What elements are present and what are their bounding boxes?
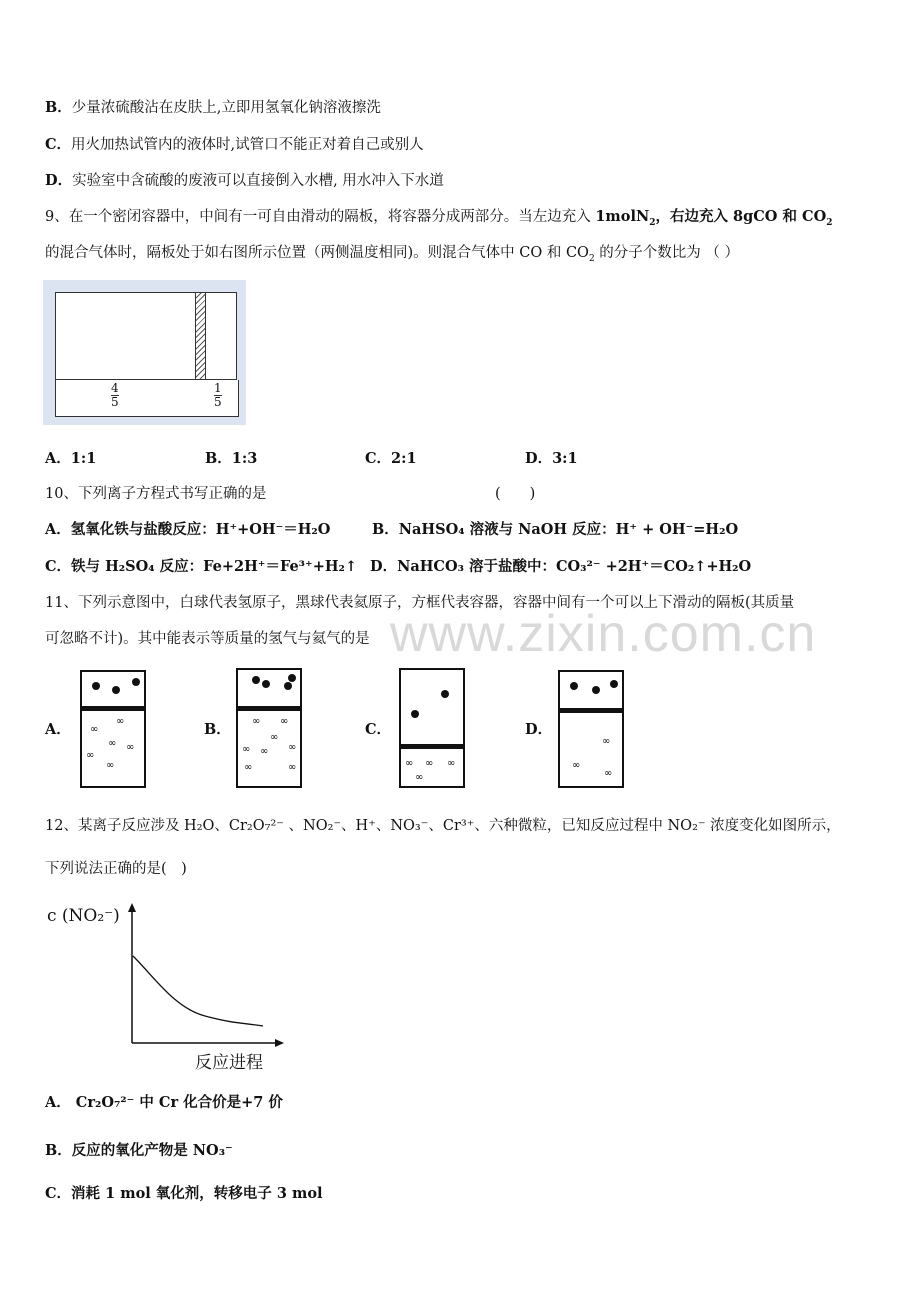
q11-stem-line2: 可忽略不计)。其中能表示等质量的氢气与氦气的是	[45, 631, 370, 647]
hydrogen-molecule-icon: ∞	[604, 768, 613, 779]
q11-stem-line1: 11、下列示意图中，白球代表氢原子，黑球代表氦原子，方框代表容器，容器中间有一个可以上下滑动的隔板(其质量	[45, 595, 795, 611]
numerator: 4	[111, 381, 119, 395]
partition	[238, 706, 300, 711]
q9-option-c	[365, 447, 417, 468]
hydrogen-molecule-icon: ∞	[252, 716, 261, 727]
helium-atom-icon	[570, 682, 578, 690]
q12-stem-line2: 下列说法正确的是( )	[45, 861, 187, 877]
text: 的混合气体时，隔板处于如右图所示位置（两侧温度相同)。则混合气体中 CO 和 CO	[45, 245, 589, 261]
q10-option-c: C．铁与 H₂SO₄ 反应：Fe+2H⁺＝Fe³⁺+H₂↑	[45, 558, 358, 575]
q9-stem-line1	[45, 205, 832, 228]
sub: 2	[588, 253, 595, 264]
helium-atom-icon	[441, 690, 449, 698]
option-text: 实验室中含硫酸的废液可以直接倒入水槽, 用水冲入下水道	[72, 173, 444, 189]
q9-option-a	[45, 447, 96, 468]
x-axis-label: 反应进程	[195, 1053, 263, 1073]
hydrogen-molecule-icon: ∞	[108, 738, 117, 749]
chart-svg	[45, 898, 285, 1048]
q10-option-b: B．NaHSO₄ 溶液与 NaOH 反应：H⁺ + OH⁻=H₂O	[372, 521, 739, 538]
hydrogen-molecule-icon: ∞	[572, 760, 581, 771]
text: B．	[205, 450, 232, 467]
helium-atom-icon	[92, 682, 100, 690]
hydrogen-molecule-icon: ∞	[288, 762, 297, 773]
hydrogen-molecule-icon: ∞	[447, 758, 456, 769]
container-figure	[43, 280, 246, 425]
q9-stem-line2	[45, 241, 739, 264]
denominator: 5	[214, 395, 222, 409]
option-text: 少量浓硫酸沾在皮肤上,立即用氢氧化钠溶液擦洗	[71, 100, 381, 116]
container-c	[399, 668, 465, 788]
q11-label-b: B．	[204, 721, 231, 738]
ratio-scale	[55, 380, 239, 417]
hydrogen-molecule-icon: ∞	[126, 742, 135, 753]
right-fraction	[214, 382, 222, 409]
denominator: 5	[111, 395, 119, 409]
q9-option-b	[205, 447, 257, 468]
q11-label-a: A．	[45, 721, 71, 738]
hydrogen-molecule-icon: ∞	[116, 716, 125, 727]
helium-atom-icon	[411, 710, 419, 718]
container-box	[55, 292, 237, 380]
helium-atom-icon	[252, 676, 260, 684]
q8-option-c	[45, 133, 424, 154]
container-b	[236, 668, 302, 788]
helium-atom-icon	[262, 680, 270, 688]
text: ，右边充入 8gCO 和 CO	[655, 208, 827, 225]
helium-atom-icon	[288, 674, 296, 682]
text: A．	[45, 450, 71, 467]
hydrogen-molecule-icon: ∞	[244, 762, 253, 773]
helium-atom-icon	[610, 680, 618, 688]
option-label: B．	[45, 99, 72, 116]
container-a	[80, 670, 146, 788]
q12-option-a: A． Cr₂O₇²⁻ 中 Cr 化合价是+7 价	[45, 1094, 283, 1111]
q12-option-b: B．反应的氧化产物是 NO₃⁻	[45, 1142, 233, 1159]
text: 1:1	[70, 450, 97, 467]
hydrogen-molecule-icon: ∞	[106, 760, 115, 771]
q12-option-c: C．消耗 1 mol 氧化剂，转移电子 3 mol	[45, 1185, 323, 1202]
helium-atom-icon	[132, 678, 140, 686]
option-text: 用火加热试管内的液体时,试管口不能正对着自己或别人	[71, 137, 424, 153]
partition	[401, 744, 463, 749]
x-axis-arrow	[275, 1039, 284, 1047]
concentration-chart	[45, 898, 285, 1073]
hydrogen-molecule-icon: ∞	[260, 746, 269, 757]
numerator: 1	[214, 381, 222, 395]
text: D．	[525, 450, 553, 467]
hydrogen-molecule-icon: ∞	[86, 750, 95, 761]
container-d	[558, 670, 624, 788]
y-axis-label: c (NO₂⁻)	[47, 906, 120, 926]
option-label: D．	[45, 172, 73, 189]
decay-curve	[133, 956, 263, 1026]
text: 1:3	[231, 450, 258, 467]
q8-option-d	[45, 169, 444, 190]
q11-label-c: C．	[365, 721, 392, 738]
helium-atom-icon	[284, 682, 292, 690]
text: 的分子个数比为 （ ）	[594, 245, 740, 261]
q12-stem-line1: 12、某离子反应涉及 H₂O、Cr₂O₇²⁻ 、NO₂⁻、H⁺、NO₃⁻、Cr³⁺、六种微粒，已知反应过程中 NO₂⁻ 浓度变化如图所示，	[45, 818, 841, 834]
sub: 2	[826, 217, 833, 228]
hydrogen-molecule-icon: ∞	[405, 758, 414, 769]
partition-hatched	[195, 293, 206, 379]
hydrogen-molecule-icon: ∞	[270, 732, 279, 743]
q10-option-a: A．氢氧化铁与盐酸反应：H⁺+OH⁻＝H₂O	[45, 521, 331, 538]
left-fraction	[111, 382, 119, 409]
q11-label-d: D．	[525, 721, 553, 738]
text: 9、在一个密闭容器中，中间有一可自由滑动的隔板，将容器分成两部分。当左边充入	[45, 209, 596, 225]
text: 1molN	[595, 208, 650, 225]
y-axis-arrow	[128, 903, 136, 912]
hydrogen-molecule-icon: ∞	[90, 724, 99, 735]
partition	[560, 708, 622, 713]
hydrogen-molecule-icon: ∞	[280, 716, 289, 727]
helium-atom-icon	[592, 686, 600, 694]
q9-option-d	[525, 447, 578, 468]
helium-atom-icon	[112, 686, 120, 694]
hydrogen-molecule-icon: ∞	[415, 772, 424, 783]
hydrogen-molecule-icon: ∞	[288, 742, 297, 753]
partition	[82, 706, 144, 711]
q8-option-b	[45, 96, 381, 117]
text: C．	[365, 450, 392, 467]
sub: 2	[649, 217, 656, 228]
hydrogen-molecule-icon: ∞	[425, 758, 434, 769]
q10-answer-paren: ( )	[495, 486, 536, 502]
hydrogen-molecule-icon: ∞	[602, 736, 611, 747]
q10-option-d: D．NaHCO₃ 溶于盐酸中：CO₃²⁻ +2H⁺＝CO₂↑+H₂O	[370, 558, 752, 575]
text: 2:1	[391, 450, 417, 467]
option-label: C．	[45, 136, 72, 153]
hydrogen-molecule-icon: ∞	[242, 744, 251, 755]
text: 3:1	[552, 450, 578, 467]
watermark: www.zixin.com.cn	[390, 605, 817, 663]
q10-stem: 10、下列离子方程式书写正确的是	[45, 486, 267, 502]
